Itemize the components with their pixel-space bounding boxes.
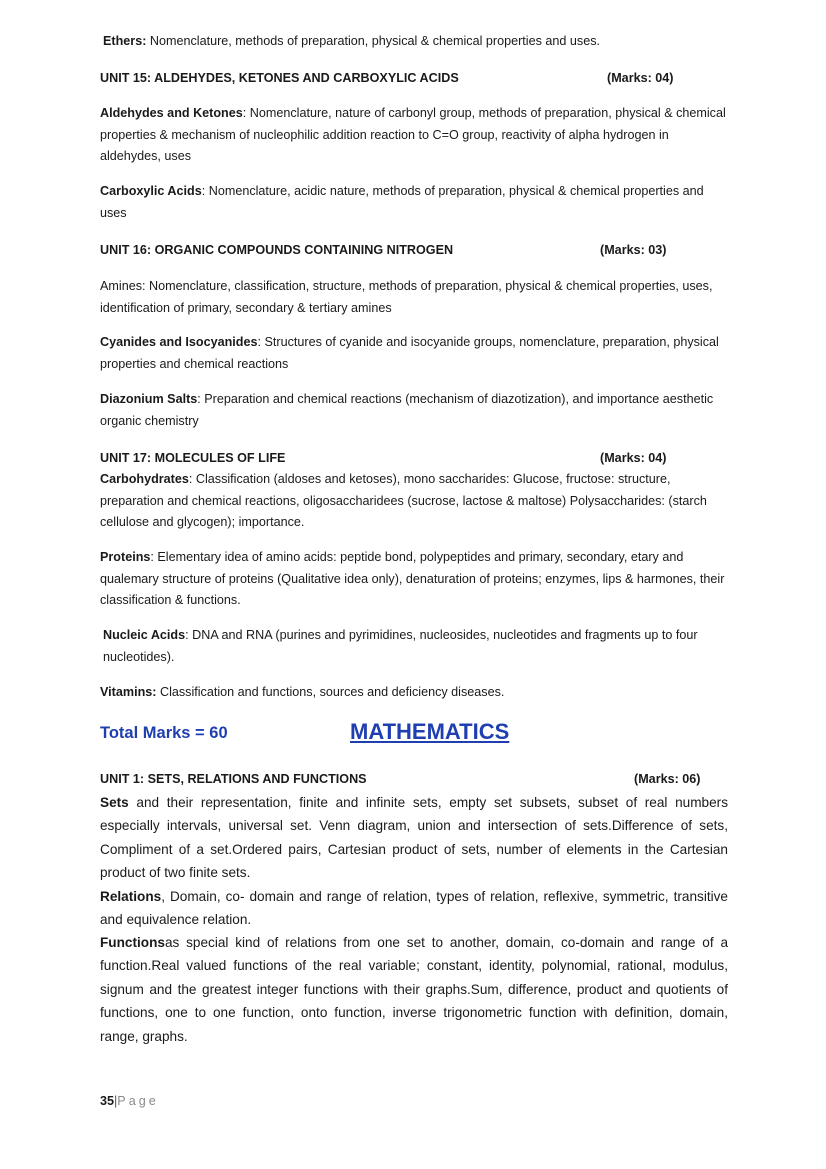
unit-1-heading — [100, 770, 728, 788]
vitamins-heading: Vitamins: — [100, 685, 157, 699]
nucleic-text: : DNA and RNA (purines and pyrimidines, nucleosides, nucleotides and fragments up to four nucleotides). — [103, 628, 698, 664]
unit-17-title: UNIT 17: MOLECULES OF LIFE — [100, 451, 286, 465]
cyanides-heading: Cyanides and Isocyanides — [100, 335, 258, 349]
relations-text: , Domain, co- domain and range of relation, types of relation, reflexive, symmetric, transitive and equivalence relation. — [100, 889, 728, 928]
proteins-heading: Proteins — [100, 550, 151, 564]
footer-separator: | — [114, 1094, 118, 1108]
ethers-paragraph — [103, 31, 731, 53]
functions-heading: Functions — [100, 935, 165, 950]
carbohydrates-heading: Carbohydrates — [100, 472, 189, 486]
unit-16-heading — [100, 241, 728, 259]
carboxylic-heading: Carboxylic Acids — [100, 184, 202, 198]
ethers-text: Nomenclature, methods of preparation, physical & chemical properties and uses. — [146, 34, 600, 48]
unit-16-marks: (Marks: 03) — [600, 243, 667, 257]
sets-heading: Sets — [100, 795, 129, 810]
carbohydrates-text: : Classification (aldoses and ketoses), mono saccharides: Glucose, fructose: structure, preparation and chemical reactions, oligosaccharidees (sucrose, lactose & maltose) Polysaccharides: (starch cellulose and glycogen); importance. — [100, 472, 707, 529]
nucleic-acids-paragraph — [103, 625, 731, 668]
carboxylic-acids-paragraph — [100, 181, 728, 224]
sets-paragraph — [100, 791, 728, 885]
functions-paragraph — [100, 931, 728, 1048]
carbohydrates-paragraph — [100, 469, 728, 534]
diazonium-paragraph — [100, 389, 728, 432]
unit-17-heading — [100, 449, 728, 467]
aldehydes-heading: Aldehydes and Ketones — [100, 106, 243, 120]
diazonium-text: : Preparation and chemical reactions (mechanism of diazotization), and importance aesthetic organic chemistry — [100, 392, 714, 428]
unit-1-marks: (Marks: 06) — [634, 772, 701, 786]
diazonium-heading: Diazonium Salts — [100, 392, 198, 406]
aldehydes-text: : Nomenclature, nature of carbonyl group, methods of preparation, physical & chemical properties & mechanism of nucleophilic addition reaction to C=O group, reactivity of alpha hydrogen in aldehydes, uses — [100, 106, 726, 163]
subject-title: MATHEMATICS — [350, 719, 510, 744]
vitamins-paragraph — [100, 682, 728, 704]
nucleic-heading: Nucleic Acids — [103, 628, 186, 642]
relations-heading: Relations — [100, 889, 162, 904]
proteins-text: : Elementary idea of amino acids: peptide bond, polypeptides and primary, secondary, etary and qualemary structure of proteins (Qualitative idea only), denaturation of proteins; enzymes, lips & harmones, their classification & functions. — [100, 550, 725, 607]
page-footer — [100, 1094, 159, 1108]
sets-text: and their representation, finite and infinite sets, empty set subsets, subset of real numbers especially intervals, universal set. Venn diagram, union and intersection of sets.Difference of sets, Compliment of a set.Ordered pairs, Cartesian product of sets, number of elements in the Cartesian product of two finite sets. — [100, 795, 728, 881]
amines-paragraph: Amines: Nomenclature, classification, structure, methods of preparation, physical & chemical properties, uses, identification of primary, secondary & tertiary amines — [100, 279, 713, 315]
cyanides-paragraph — [100, 332, 728, 375]
functions-text: as special kind of relations from one set to another, domain, co-domain and range of a function.Real valued functions of the real variable; constant, identity, polynomial, rational, modulus, signum and the greatest integer functions with their graphs.Sum, difference, product and quotients of functions, one to one function, onto function, inverse trigonometric function with definition, domain, range, graphs. — [100, 935, 728, 1044]
unit-17-marks: (Marks: 04) — [600, 451, 667, 465]
unit-15-title: UNIT 15: ALDEHYDES, KETONES AND CARBOXYLIC ACIDS — [100, 71, 459, 85]
footer-page-word: Page — [117, 1094, 159, 1108]
relations-paragraph — [100, 885, 728, 932]
unit-16-title: UNIT 16: ORGANIC COMPOUNDS CONTAINING NITROGEN — [100, 243, 454, 257]
proteins-paragraph — [100, 547, 728, 612]
vitamins-text: Classification and functions, sources and deficiency diseases. — [156, 685, 505, 699]
cyanides-text: : Structures of cyanide and isocyanide groups, nomenclature, preparation, physical properties and chemical reactions — [100, 335, 719, 371]
unit-15-heading — [100, 69, 728, 87]
ethers-heading: Ethers: — [103, 34, 147, 48]
aldehydes-ketones-paragraph — [100, 103, 728, 168]
unit-15-marks: (Marks: 04) — [607, 71, 674, 85]
carboxylic-text: : Nomenclature, acidic nature, methods of preparation, physical & chemical properties and uses — [100, 184, 704, 220]
total-marks: Total Marks = 60 — [100, 724, 228, 742]
unit-1-title: UNIT 1: SETS, RELATIONS AND FUNCTIONS — [100, 772, 367, 786]
page-number: 35 — [100, 1094, 115, 1108]
